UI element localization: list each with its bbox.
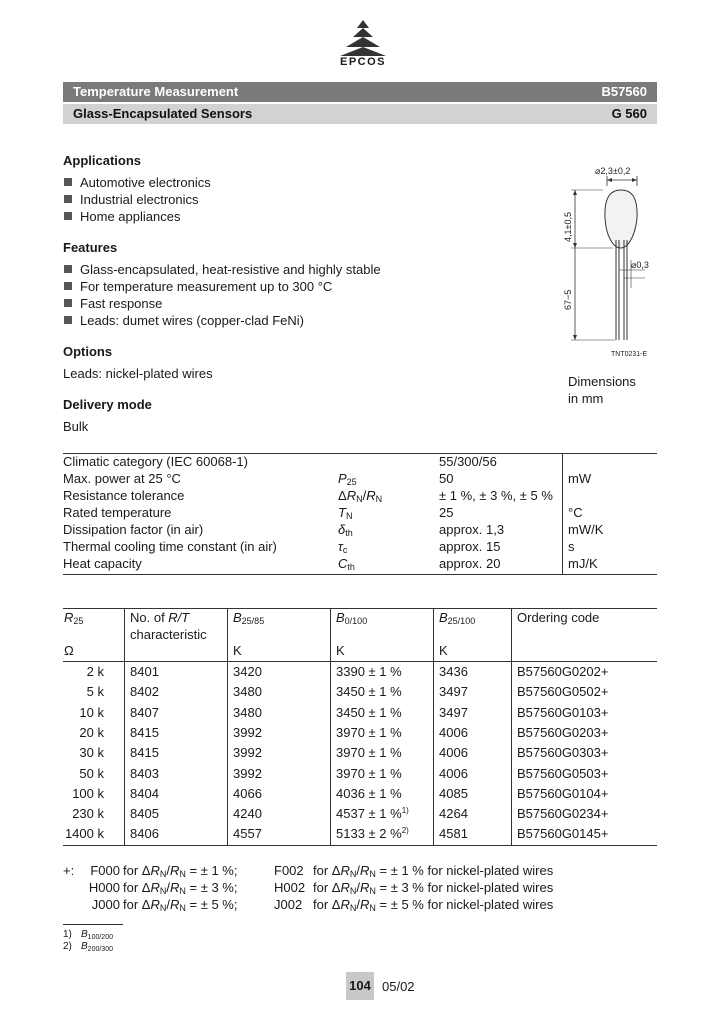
property-symbol	[338, 488, 382, 504]
ordering-code: B57560G0303+	[517, 745, 609, 760]
series-name: G 560	[611, 106, 647, 121]
b25-100-value: 4264	[439, 806, 468, 821]
b0-100-text: 5133 ± 2 %	[336, 826, 402, 841]
header-characteristic: No. of R/T	[130, 610, 190, 625]
property-unit: mJ/K	[568, 556, 598, 571]
symbol-subscript: N	[159, 886, 167, 896]
symbol-subscript: N	[345, 511, 353, 521]
b25-85-value: 3420	[233, 664, 262, 679]
legend-tolerance	[123, 863, 237, 879]
footnote-symbol: B	[81, 929, 88, 940]
document-title: Temperature Measurement	[73, 84, 239, 99]
symbol-letter: R	[340, 863, 350, 878]
legend-tolerance	[123, 897, 237, 913]
footnote	[63, 941, 113, 953]
footnote	[63, 929, 113, 941]
b25-100-value: 3436	[439, 664, 468, 679]
list-item: Automotive electronics	[63, 174, 211, 191]
b0-100-value	[336, 826, 409, 841]
symbol-letter: R	[340, 880, 350, 895]
legend-for: for	[123, 880, 139, 895]
b25-100-value: 4006	[439, 725, 468, 740]
footnote-ref: 2)	[401, 826, 409, 835]
applications-list	[63, 174, 211, 225]
footnote-ref: 1)	[401, 806, 409, 815]
legend-prefix: +:	[63, 863, 75, 878]
property-name: Max. power at 25 °C	[63, 471, 181, 486]
unit-b0-100: K	[336, 643, 345, 658]
options-text: Leads: nickel-plated wires	[63, 366, 213, 381]
symbol-letter: δ	[338, 522, 346, 537]
property-unit: °C	[568, 505, 583, 520]
list-item: For temperature measurement up to 300 °C	[63, 278, 381, 295]
dim-lead-length-label: 67−5	[563, 289, 573, 310]
r25-value: 2 k	[86, 664, 104, 679]
r25-value: 230 k	[72, 806, 104, 821]
sensor-dimension-drawing	[555, 160, 665, 365]
b25-85-value: 3992	[233, 745, 262, 760]
legend-for: for	[313, 863, 329, 878]
delivery-heading: Delivery mode	[63, 397, 152, 412]
ordering-code: B57560G0503+	[517, 766, 609, 781]
legend-tol-text: = ± 3 %;	[189, 880, 238, 895]
symbol-letter: R	[170, 880, 180, 895]
legend-tolerance	[313, 897, 553, 913]
symbol-letter: P	[338, 471, 347, 486]
dim-diameter-label: ⌀2,3±0,2	[595, 166, 631, 176]
dimensions-caption-line1: Dimensions	[568, 374, 636, 389]
property-name: Rated temperature	[63, 505, 172, 520]
features-heading: Features	[63, 240, 118, 255]
symbol-letter: C	[338, 556, 348, 571]
symbol-letter: R	[360, 897, 370, 912]
symbol-letter: τ	[338, 539, 343, 554]
ordering-code: B57560G0234+	[517, 806, 609, 821]
property-name: Climatic category (IEC 60068-1)	[63, 454, 248, 469]
symbol-subscript: N	[375, 494, 383, 504]
r25-value: 5 k	[86, 684, 104, 699]
symbol-delta: Δ	[331, 863, 341, 878]
symbol-slash: /	[166, 897, 170, 912]
bullet-square-icon	[64, 178, 72, 186]
dim-wire-diameter-label: ⌀0,3	[631, 260, 649, 270]
header-b25-100: $B_{25/100}$	[439, 610, 476, 626]
symbol-subscript: N	[349, 869, 357, 879]
property-unit: mW	[568, 471, 592, 486]
property-name: Thermal cooling time constant (in air)	[63, 539, 277, 554]
symbol-delta: Δ	[141, 897, 151, 912]
footnote-divider	[63, 924, 123, 925]
property-value: 50	[439, 471, 454, 486]
list-item: Leads: dumet wires (copper-clad FeNi)	[63, 312, 381, 329]
legend-tol-text: = ± 1 %;	[189, 863, 238, 878]
b0-100-text: 3390 ± 1 %	[336, 664, 402, 679]
symbol-subscript: 25	[346, 477, 357, 487]
header-r25: $R_{25}$	[64, 610, 84, 626]
b0-100-value	[336, 725, 402, 740]
b25-85-value: 3992	[233, 725, 262, 740]
legend-tol-text: = ± 5 %;	[189, 897, 238, 912]
footnote-subscript: 100/200	[87, 934, 113, 941]
b0-100-text: 4537 ± 1 %	[336, 806, 402, 821]
ordering-code: B57560G0203+	[517, 725, 609, 740]
property-unit: s	[568, 539, 575, 554]
list-item: Glass-encapsulated, heat-resistive and highly stable	[63, 261, 381, 278]
symbol-subscript: N	[159, 903, 167, 913]
symbol-letter: R	[360, 880, 370, 895]
header-characteristic-line2: characteristic	[130, 627, 207, 642]
footnote-mark: 1)	[63, 929, 72, 940]
unit-b25-100: K	[439, 643, 448, 658]
symbol-subscript: th	[347, 562, 355, 572]
list-item: Fast response	[63, 295, 381, 312]
unit-b25-85: K	[233, 643, 242, 658]
bullet-square-icon	[64, 282, 72, 290]
symbol-letter: R	[346, 488, 357, 503]
property-value: approx. 20	[439, 556, 501, 571]
symbol-subscript: N	[369, 869, 376, 879]
characteristic-value: 8415	[130, 745, 159, 760]
symbol-delta: Δ	[141, 863, 151, 878]
property-value: 25	[439, 505, 454, 520]
symbol-letter: R	[366, 488, 376, 503]
characteristic-value: 8406	[130, 826, 159, 841]
footnote-mark: 2)	[63, 941, 72, 952]
characteristic-value: 8407	[130, 705, 159, 720]
ordering-code: B57560G0103+	[517, 705, 609, 720]
legend-for: for	[313, 897, 329, 912]
b25-100-value: 4006	[439, 766, 468, 781]
r25-value: 1400 k	[64, 826, 104, 841]
footnote-subscript: 200/300	[87, 946, 113, 953]
legend-code: J002	[274, 897, 303, 912]
symbol-subscript: N	[179, 869, 186, 879]
characteristic-value: 8404	[130, 786, 159, 801]
symbol-slash: /	[166, 863, 170, 878]
unit-r25: Ω	[64, 643, 74, 658]
symbol-slash: /	[356, 897, 360, 912]
characteristic-value: 8415	[130, 725, 159, 740]
b0-100-value	[336, 766, 402, 781]
b25-85-value: 3480	[233, 705, 262, 720]
symbol-letter: T	[338, 505, 346, 520]
symbol-letter: R	[170, 897, 180, 912]
symbol-subscript: c	[342, 545, 348, 555]
symbol-letter: R	[360, 863, 370, 878]
characteristic-value: 8402	[130, 684, 159, 699]
symbol-subscript: N	[349, 886, 357, 896]
b0-100-text: 4036 ± 1 %	[336, 786, 402, 801]
legend-tolerance	[313, 863, 553, 879]
ordering-code: B57560G0104+	[517, 786, 609, 801]
legend-tolerance	[123, 880, 237, 896]
r25-value: 50 k	[79, 766, 104, 781]
b25-100-value: 3497	[439, 705, 468, 720]
characteristic-value: 8403	[130, 766, 159, 781]
document-subtitle: Glass-Encapsulated Sensors	[73, 106, 253, 121]
ordering-code: B57560G0145+	[517, 826, 609, 841]
b0-100-value	[336, 806, 409, 821]
header-bar-title	[63, 82, 657, 102]
list-item: Industrial electronics	[63, 191, 211, 208]
b0-100-value	[336, 684, 402, 699]
b0-100-value	[336, 705, 402, 720]
header-b25-85: $B_{25/85}$	[233, 610, 265, 626]
list-item: Home appliances	[63, 208, 211, 225]
property-value: 55/300/56	[439, 454, 497, 469]
applications-heading: Applications	[63, 153, 142, 168]
bullet-square-icon	[64, 316, 72, 324]
property-symbol	[338, 471, 357, 487]
issue-date: 05/02	[382, 979, 415, 994]
bullet-square-icon	[64, 195, 72, 203]
ordering-code: B57560G0202+	[517, 664, 609, 679]
property-name: Resistance tolerance	[63, 488, 185, 503]
legend-for: for	[313, 880, 329, 895]
part-number: B57560	[601, 84, 647, 99]
symbol-letter: R	[170, 863, 180, 878]
legend-code: H002	[274, 880, 306, 895]
header-bar-subtitle	[63, 104, 657, 124]
symbol-slash: /	[356, 880, 360, 895]
property-name: Dissipation factor (in air)	[63, 522, 204, 537]
features-list	[63, 261, 381, 329]
ordering-code: B57560G0502+	[517, 684, 609, 699]
symbol-slash: /	[356, 863, 360, 878]
b0-100-text: 3970 ± 1 %	[336, 766, 402, 781]
property-symbol	[338, 556, 355, 572]
legend-tol-text: = ± 3 % for nickel-plated wires	[379, 880, 554, 895]
legend-code: F000	[90, 863, 120, 878]
symbol-delta: Δ	[338, 488, 347, 503]
legend-tol-text: = ± 5 % for nickel-plated wires	[379, 897, 554, 912]
characteristic-value: 8405	[130, 806, 159, 821]
symbol-subscript: N	[159, 869, 167, 879]
symbol-subscript: th	[345, 528, 353, 538]
symbol-subscript: N	[179, 903, 186, 913]
bullet-square-icon	[64, 212, 72, 220]
legend-code: F002	[274, 863, 304, 878]
symbol-slash: /	[166, 880, 170, 895]
b25-85-value: 3992	[233, 766, 262, 781]
footnote-symbol: B	[81, 941, 88, 952]
dim-body-length-label: 4,1±0,5	[563, 212, 573, 242]
symbol-delta: Δ	[141, 880, 151, 895]
property-value: approx. 1,3	[439, 522, 505, 537]
symbol-letter: R	[150, 863, 160, 878]
header-ordering-code: Ordering code	[517, 610, 600, 625]
symbol-delta: Δ	[331, 880, 341, 895]
r25-value: 100 k	[72, 786, 104, 801]
delivery-text: Bulk	[63, 419, 89, 434]
symbol-subscript: N	[369, 903, 376, 913]
bullet-square-icon	[64, 299, 72, 307]
b0-100-value	[336, 786, 402, 801]
b0-100-text: 3970 ± 1 %	[336, 725, 402, 740]
b25-100-value: 4006	[439, 745, 468, 760]
b25-100-value: 3497	[439, 684, 468, 699]
b25-85-value: 4557	[233, 826, 262, 841]
drawing-code-label: TNT0231-E	[611, 351, 648, 358]
dimensions-caption-line2: in mm	[568, 391, 604, 406]
b25-100-value: 4085	[439, 786, 468, 801]
legend-code: J000	[91, 897, 120, 912]
legend-code: H000	[88, 880, 120, 895]
symbol-letter: R	[340, 897, 350, 912]
b25-85-value: 4240	[233, 806, 262, 821]
property-value: ± 1 %, ± 3 %, ± 5 %	[439, 488, 553, 503]
bullet-square-icon	[64, 265, 72, 273]
legend-tol-text: = ± 1 % for nickel-plated wires	[379, 863, 554, 878]
b0-100-value	[336, 664, 402, 679]
symbol-letter: R	[150, 880, 160, 895]
property-symbol	[338, 505, 352, 521]
property-symbol	[338, 522, 353, 538]
r25-value: 20 k	[79, 725, 104, 740]
symbol-delta: Δ	[331, 897, 341, 912]
symbol-subscript: N	[356, 494, 363, 504]
brand-name: EPCOS	[339, 56, 386, 68]
property-name: Heat capacity	[63, 556, 142, 571]
b25-85-value: 4066	[233, 786, 262, 801]
legend-for: for	[123, 897, 139, 912]
header-b0-100: $B_{0/100}$	[336, 610, 368, 626]
symbol-subscript: N	[179, 886, 186, 896]
legend-for: for	[123, 863, 139, 878]
characteristic-value: 8401	[130, 664, 159, 679]
property-symbol	[338, 539, 347, 555]
symbol-letter: R	[150, 897, 160, 912]
property-value: approx. 15	[439, 539, 501, 554]
symbol-subscript: N	[349, 903, 357, 913]
r25-value: 30 k	[79, 745, 104, 760]
b0-100-text: 3450 ± 1 %	[336, 705, 402, 720]
b0-100-text: 3450 ± 1 %	[336, 684, 402, 699]
symbol-slash: /	[362, 488, 367, 503]
page-number: 104	[349, 978, 371, 993]
b25-100-value: 4581	[439, 826, 468, 841]
symbol-subscript: N	[369, 886, 376, 896]
options-heading: Options	[63, 344, 113, 359]
b25-85-value: 3480	[233, 684, 262, 699]
b0-100-text: 3970 ± 1 %	[336, 745, 402, 760]
r25-value: 10 k	[79, 705, 104, 720]
b0-100-value	[336, 745, 402, 760]
property-unit: mW/K	[568, 522, 604, 537]
legend-tolerance	[313, 880, 553, 896]
